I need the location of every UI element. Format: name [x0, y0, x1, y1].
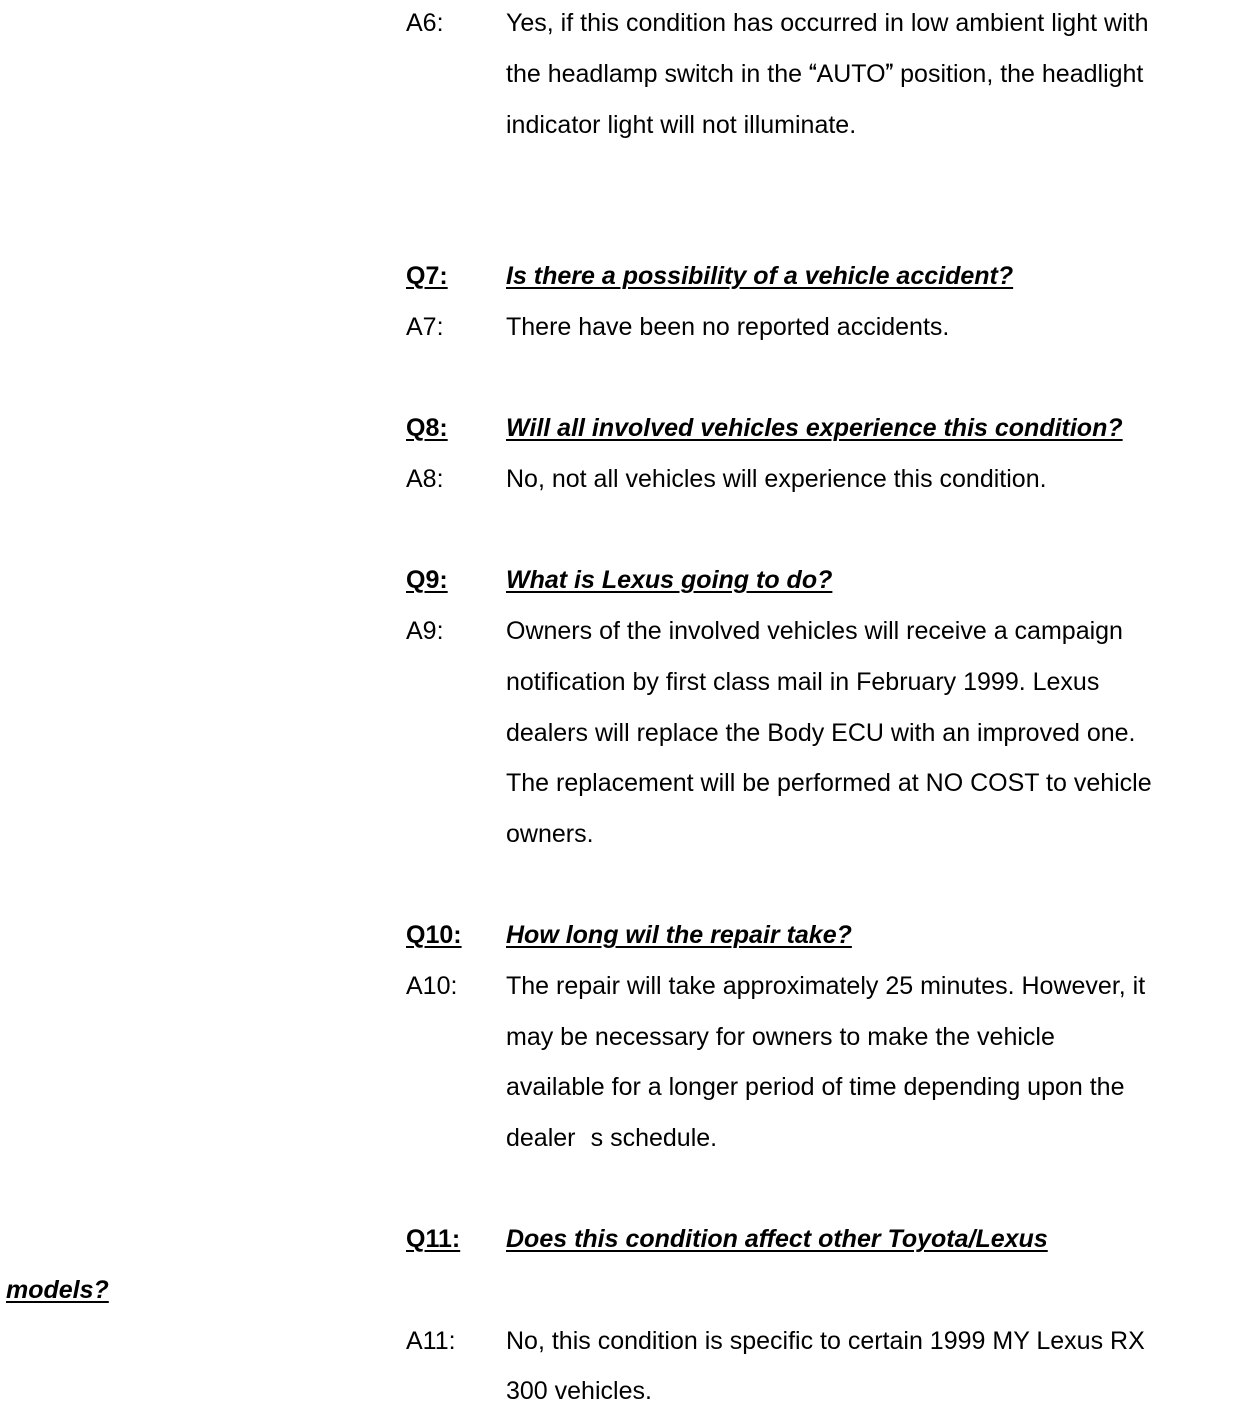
question-q9: What is Lexus going to do?: [506, 566, 833, 594]
answer-a6-line-2: the headlamp switch in the AUTO position, the headlight: [506, 60, 1144, 88]
answer-a9-line-2: notification by first class mail in February 1999. Lexus: [506, 668, 1100, 696]
question-q10: How long wil the repair take?: [506, 921, 852, 949]
answer-a8-line-1: No, not all vehicles will experience this condition.: [506, 465, 1047, 493]
question-q8: Will all involved vehicles experience this condition?: [506, 414, 1123, 442]
answer-a6-line-1: Yes, if this condition has occurred in low ambient light with: [506, 9, 1149, 37]
answer-label-a10: A10:: [406, 972, 458, 1000]
answer-a11-line-1: No, this condition is specific to certain 1999 MY Lexus RX: [506, 1327, 1145, 1355]
answer-label-a6: A6:: [406, 9, 444, 37]
answer-label-a8: A8:: [406, 465, 444, 493]
question-label-q9: Q9:: [406, 566, 448, 594]
answer-a9-line-4: The replacement will be performed at NO COST to vehicle: [506, 769, 1152, 797]
question-q7: Is there a possibility of a vehicle accident?: [506, 262, 1014, 290]
answer-label-a7: A7:: [406, 313, 444, 341]
answer-label-a9: A9:: [406, 617, 444, 645]
question-label-q8: Q8:: [406, 414, 448, 442]
answer-a9-line-1: Owners of the involved vehicles will receive a campaign: [506, 617, 1123, 645]
answer-a7-line-1: There have been no reported accidents.: [506, 313, 950, 341]
question-q11-continuation: models?: [6, 1276, 109, 1304]
answer-a9-line-3: dealers will replace the Body ECU with an improved one.: [506, 719, 1136, 747]
question-label-q11: Q11:: [406, 1225, 461, 1253]
answer-a10-line-4: dealers schedule.: [506, 1124, 718, 1152]
answer-a6-line-3: indicator light will not illuminate.: [506, 111, 857, 139]
answer-a11-line-2: 300 vehicles.: [506, 1377, 652, 1405]
answer-label-a11: A11:: [406, 1327, 456, 1355]
question-label-q10: Q10:: [406, 921, 462, 949]
answer-a10-line-3: available for a longer period of time depending upon the: [506, 1073, 1125, 1101]
question-label-q7: Q7:: [406, 262, 448, 290]
question-q11: Does this condition affect other Toyota/Lexus: [506, 1225, 1048, 1253]
answer-a10-line-2: may be necessary for owners to make the vehicle: [506, 1023, 1055, 1051]
answer-a9-line-5: owners.: [506, 820, 594, 848]
answer-a10-line-1: The repair will take approximately 25 minutes. However, it: [506, 972, 1146, 1000]
